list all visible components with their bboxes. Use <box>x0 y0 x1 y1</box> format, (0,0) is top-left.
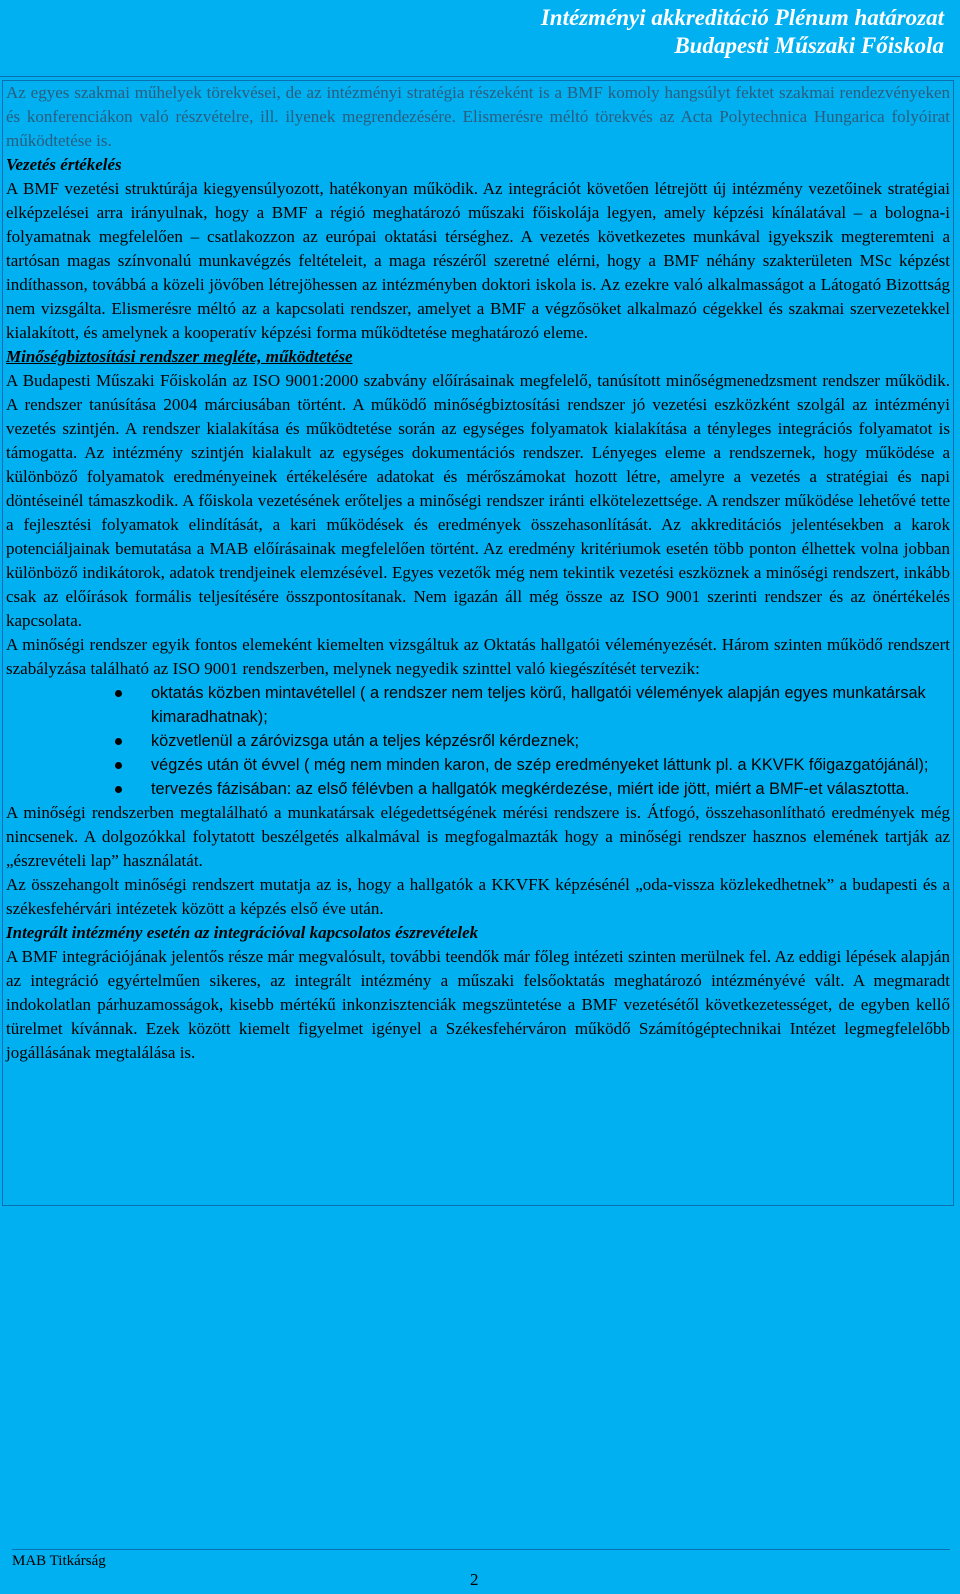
section-title-quality: Minőségbiztosítási rendszer megléte, működtetése <box>6 347 353 366</box>
header-divider <box>0 76 960 77</box>
bullet-icon <box>115 690 122 697</box>
footer-divider <box>12 1549 950 1550</box>
list-item-text: oktatás közben mintavétellel ( a rendszer nem teljes körű, hallgatói vélemények alapján egyes munkatársak kimaradhatnak); <box>151 684 926 726</box>
footer-organization: MAB Titkárság <box>12 1553 106 1569</box>
feedback-levels-list <box>6 681 950 801</box>
header-institution: Budapesti Műszaki Főiskola <box>674 33 944 58</box>
integration-paragraph: A BMF integrációjának jelentős része már megvalósult, további teendők már főleg intézeti szinten merülnek fel. Az eddigi lépések alapján az integráció egyértelműen sikeres, az integrált intézmény a műszaki felsőoktatás meghatározó intézményévé vált. A megmaradt indokolatlan párhuzamosságok, kisebb mértékű inkonzisztenciák megszüntetése a BMF vezetésétől következetességet, de egyben kellő türelmet kívánnak. Ezek között kiemelt figyelmet igényel a Székesfehérváron működő Számítógéptechnikai Intézet legmegfelelőbb jogállásának megtalálása is. <box>6 947 950 1062</box>
header-title: Intézményi akkreditáció Plénum határozat <box>540 5 944 30</box>
section-title-management: Vezetés értékelés <box>6 155 122 174</box>
bullet-icon <box>115 762 122 769</box>
page-header <box>541 4 944 60</box>
list-item <box>151 753 950 777</box>
document-body <box>2 80 954 1206</box>
quality-paragraph: A minőségi rendszer egyik fontos elemeként kiemelten vizsgáltuk az Oktatás hallgatói véleményezését. Három szinten működő rendszert szabályzása található az ISO 9001 rendszerben, melynek negyedik szinttel való kiegészítését tervezik: <box>6 635 950 678</box>
quality-paragraph: A Budapesti Műszaki Főiskolán az ISO 9001:2000 szabvány előírásainak megfelelő, tanúsított minőségmenedzsment rendszer működik. A rendszer tanúsítása 2004 márciusában történt. A működő minőségbiztosítási rendszer jó vezetési eszközként szolgál az intézményi vezetés szintjén. A rendszer kialakítása és működtetése során az egységes folyamatok kialakítása a tényleges integrációs folyamatot is támogatta. Az intézmény szintjén kialakult az egységes dokumentációs rendszer. Lényeges eleme a rendszernek, hogy működése a különböző folyamatok eredményeinek értékelésére adatokat és mérőszámokat hozott létre, amelyre a vezetés a stratégiai és napi döntéseinél támaszkodik. A főiskola vezetésének erőteljes a minőségi rendszer iránti elkötelezettsége. A rendszer működése lehetővé tette a fejlesztési folyamatok elindítását, a kari működések és eredmények összehasonlítását. Az akkreditációs jelentésekben a karok potenciáljainak bemutatása a MAB előírásainak megfelelően történt. Az eredmény kritériumok esetén több ponton élhettek volna jobban különböző indikátorok, adatok trendjeinek elemzésével. Egyes vezetők még nem tekintik vezetési eszköznek a minőségi rendszert, inkább csak az előírások formális teljesítésére összpontosítanak. Nem igazán áll még össze az ISO 9001 szerinti rendszer és az önértékelés kapcsolata. <box>6 371 950 630</box>
intro-paragraph: Az egyes szakmai műhelyek törekvései, de az intézményi stratégia részeként is a BMF komoly hangsúlyt fektet szakmai rendezvényeken és konferenciákon való részvételre, ill. ilyenek megrendezésére. Elismerésre méltó törekvés az Acta Polytechnica Hungarica folyóirat működtetése is. <box>6 83 950 150</box>
list-item-text: tervezés fázisában: az első félévben a hallgatók megkérdezése, miért ide jött, miért a BMF-et választotta. <box>151 780 910 798</box>
quality-paragraph: A minőségi rendszerben megtalálható a munkatársak elégedettségének mérési rendszere is. Átfogó, összehasonlítható eredmények még nincsenek. A dolgozókkal folytatott beszélgetés alkalmával is megfogalmazták hogy a minőségi rendszer hasznos elemének tartják az „észrevételi lap” használatát. <box>6 803 950 870</box>
page-number: 2 <box>470 1570 479 1589</box>
list-item <box>151 681 950 729</box>
list-item-text: közvetlenül a záróvizsga után a teljes képzésről kérdeznek; <box>151 732 580 750</box>
bullet-icon <box>115 786 122 793</box>
bullet-icon <box>115 738 122 745</box>
list-item <box>151 777 950 801</box>
list-item <box>151 729 950 753</box>
quality-paragraph: Az összehangolt minőségi rendszert mutatja az is, hogy a hallgatók a KKVFK képzésénél „oda-vissza közlekedhetnek” a budapesti és a székesfehérvári intézetek között a képzés első éve után. <box>6 875 950 918</box>
management-paragraph: A BMF vezetési struktúrája kiegyensúlyozott, hatékonyan működik. Az integrációt követően létrejött új intézmény vezetőinek stratégiai elképzelései arra irányulnak, hogy a BMF a régió meghatározó műszaki főiskolája legyen, amely képzési kínálatával – a bologna-i folyamatnak megfelelően – csatlakozzon az európai oktatási térséghez. A vezetés következetes munkával igyekszik megteremteni a tartósan magas színvonalú munkavégzés feltételeit, a maga részéről szeretné elérni, hogy a BMF néhány szakterületen MSc képzést indíthasson, továbbá a közeli jövőben létrejöhessen az intézményben doktori iskola is. Az ezekre való alkalmasságot a Látogató Bizottság nem vizsgálta. Elismerésre méltó az a kapcsolati rendszer, amelyet a BMF a végzősöket alkalmazó cégekkel és szakmai szervezetekkel kialakított, és amelynek a kooperatív képzési forma működtetése meghatározó eleme. <box>6 179 950 342</box>
list-item-text: végzés után öt évvel ( még nem minden karon, de szép eredményeket láttunk pl. a KKVFK főigazgatójánál); <box>151 756 929 774</box>
section-title-integration: Integrált intézmény esetén az integrációval kapcsolatos észrevételek <box>6 923 479 942</box>
